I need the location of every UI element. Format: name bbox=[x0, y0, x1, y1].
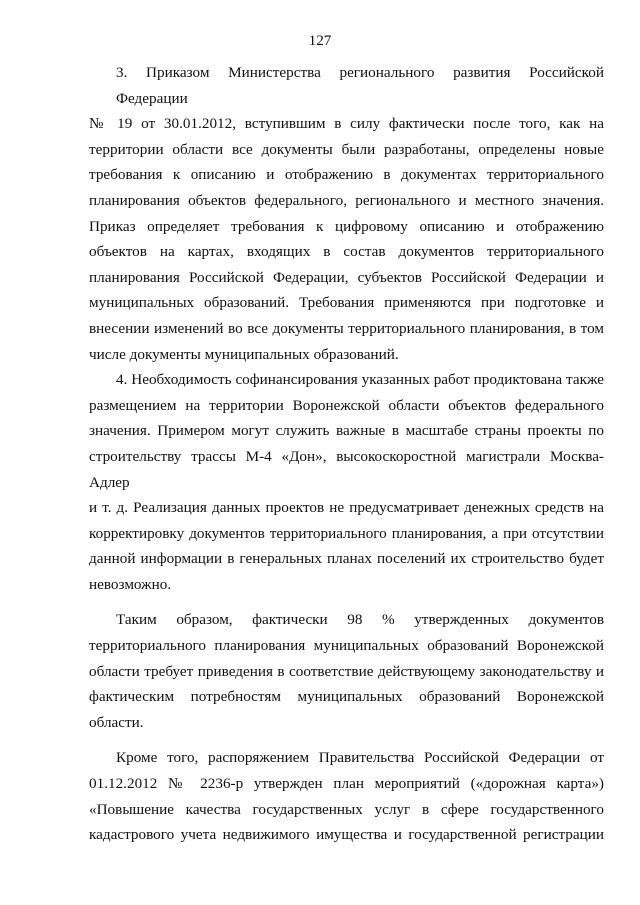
text-line: Кроме того, распоряжением Правительства Российской Федерации от bbox=[116, 749, 604, 767]
text-line: 3. Приказом Министерства регионального развития Российской Федерации bbox=[116, 64, 604, 107]
document-body bbox=[89, 60, 604, 848]
text-line: и т. д. Реализация данных проектов не предусматривает денежных средств на bbox=[89, 499, 604, 517]
text-line: числе документы муниципальных образований. bbox=[89, 345, 399, 363]
paragraph-4 bbox=[89, 367, 604, 597]
text-line: области требует приведения в соответствие действующему законодательству и bbox=[89, 662, 604, 680]
paragraph-spacer bbox=[89, 597, 604, 607]
text-line: «Повышение качества государственных услуг в сфере государственного bbox=[89, 800, 604, 818]
text-line: области. bbox=[89, 713, 144, 731]
text-line: Приказ определяет требования к цифровому описанию и отображению bbox=[89, 217, 604, 235]
text-line: корректировку документов территориального планирования, а при отсутствии bbox=[89, 524, 604, 542]
text-line: требования к описанию и отображению в документах территориального bbox=[89, 166, 604, 184]
paragraph-3 bbox=[89, 60, 604, 367]
text-line: 01.12.2012 № 2236-р утвержден план мероприятий («дорожная карта») bbox=[89, 775, 604, 793]
text-line: строительству трассы М-4 «Дон», высокоскоростной магистрали Москва-Адлер bbox=[89, 447, 604, 491]
text-line: № 19 от 30.01.2012, вступившим в силу фактически после того, как на bbox=[89, 115, 604, 133]
text-line: объектов на картах, входящих в состав документов территориального bbox=[89, 243, 604, 261]
paragraph-spacer bbox=[89, 735, 604, 745]
text-line: территориального планирования муниципальных образований Воронежской bbox=[89, 637, 604, 655]
page-number: 127 bbox=[308, 32, 332, 49]
text-line: кадастрового учета недвижимого имущества и государственной регистрации bbox=[89, 826, 604, 844]
text-line: внесении изменений во все документы территориального планирования, в том bbox=[89, 319, 604, 337]
text-line: муниципальных образований. Требования применяются при подготовке и bbox=[89, 294, 604, 312]
paragraph-5 bbox=[89, 607, 604, 735]
text-line: размещением на территории Воронежской области объектов федерального bbox=[89, 396, 604, 414]
text-line: планирования Российской Федерации, субъектов Российской Федерации и bbox=[89, 268, 604, 286]
text-line: значения. Примером могут служить важные в масштабе страны проекты по bbox=[89, 422, 604, 440]
text-line: территории области все документы были разработаны, определены новые bbox=[89, 140, 604, 158]
text-line: 4. Необходимость софинансирования указанных работ продиктована также bbox=[116, 371, 604, 389]
text-line: невозможно. bbox=[89, 575, 172, 593]
text-line: фактическим потребностям муниципальных образований Воронежской bbox=[89, 688, 604, 706]
paragraph-6 bbox=[89, 745, 604, 847]
text-line: планирования объектов федерального, регионального и местного значения. bbox=[89, 191, 604, 209]
text-line: данной информации в генеральных планах поселений их строительство будет bbox=[89, 550, 604, 568]
text-line: Таким образом, фактически 98 % утвержденных документов bbox=[116, 611, 604, 629]
